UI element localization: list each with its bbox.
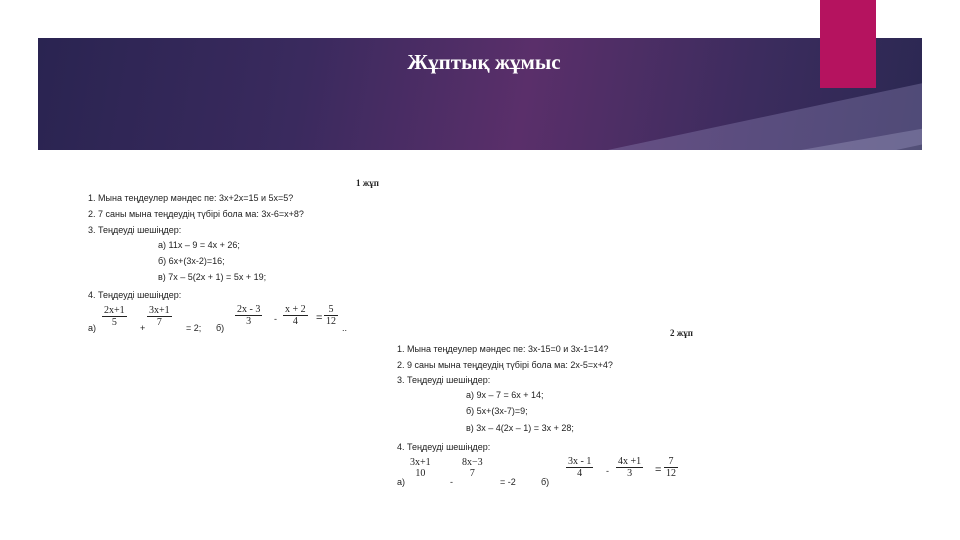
group1-q4b-equals: = xyxy=(316,312,323,324)
slide-title: Жұптық жұмыс xyxy=(407,50,561,74)
fraction-numerator: 5 xyxy=(324,304,338,316)
group1-equation-b: б) 6x+(3x-2)=16; xyxy=(158,256,225,266)
group2-q4a-label: а) xyxy=(397,477,406,487)
group2-q4b-label: б) xyxy=(541,477,550,487)
fraction-numerator: 3x - 1 xyxy=(568,456,592,467)
group2-q4a-fraction-2 xyxy=(460,457,485,479)
fraction-numerator: 2x+1 xyxy=(104,305,125,316)
group2-header: 2 жұп xyxy=(670,328,693,338)
fraction-numerator: 3x+1 xyxy=(149,305,170,316)
fraction-denominator: 12 xyxy=(326,316,336,327)
group1-question-1: 1. Мына теңдеулер мәндес пе: 3x+2x=15 и 5x=5? xyxy=(88,193,294,203)
group2-equation-b: б) 5x+(3x-7)=9; xyxy=(466,406,528,416)
group2-q4a-fraction-1 xyxy=(408,457,433,479)
fraction-denominator: 3 xyxy=(627,468,633,479)
group1-q4b-end: .. xyxy=(342,323,348,333)
fraction-denominator: 4 xyxy=(292,316,298,327)
fraction-denominator: 12 xyxy=(666,468,676,479)
group1-q4a-fraction-1 xyxy=(102,305,127,328)
group1-question-4: 4. Теңдеуді шешіңдер: xyxy=(88,290,182,300)
group1-q4b-label: б) xyxy=(216,323,225,333)
fraction-numerator: 8x−3 xyxy=(462,457,483,468)
fraction-denominator: 7 xyxy=(469,468,475,479)
fraction-numerator: 2x - 3 xyxy=(237,304,261,315)
group1-q4b-fraction-2 xyxy=(283,304,308,327)
fraction-denominator: 3 xyxy=(246,316,252,327)
group1-q4a-operator: + xyxy=(140,323,146,333)
group2-equation-a: а) 9x – 7 = 6x + 14; xyxy=(466,390,544,400)
fraction-denominator: 7 xyxy=(156,317,162,328)
fraction-numerator: 7 xyxy=(664,456,678,468)
fraction-denominator: 5 xyxy=(111,317,117,328)
group2-q4b-equals: = xyxy=(655,464,662,476)
group2-question-4: 4. Теңдеуді шешіңдер: xyxy=(397,442,491,452)
group2-q4b-fraction-2 xyxy=(616,456,643,479)
group2-equation-c: в) 3x – 4(2x – 1) = 3x + 28; xyxy=(466,423,574,433)
group2-question-3: 3. Теңдеуді шешіңдер: xyxy=(397,375,491,385)
fraction-denominator: 10 xyxy=(415,468,426,479)
group2-q4a-rhs: = -2 xyxy=(500,477,516,487)
group1-q4a-label: а) xyxy=(88,323,97,333)
group1-question-2: 2. 7 саны мына теңдеудің түбірі бола ма: 3x-6=x+8? xyxy=(88,209,304,219)
group1-q4b-fraction-3 xyxy=(324,304,338,327)
group1-q4b-operator: - xyxy=(274,314,277,324)
group2-q4b-operator: - xyxy=(606,466,609,476)
group2-q4b-fraction-1 xyxy=(566,456,593,479)
group1-q4a-fraction-2 xyxy=(147,305,172,328)
group1-equation-c: в) 7x – 5(2x + 1) = 5x + 19; xyxy=(158,272,267,282)
group1-q4a-rhs: = 2; xyxy=(186,323,202,333)
group2-question-2: 2. 9 саны мына теңдеудің түбірі бола ма: 2x-5=x+4? xyxy=(397,360,613,370)
group2-q4b-fraction-3 xyxy=(664,456,678,479)
fraction-numerator: 4x +1 xyxy=(618,456,642,467)
fraction-numerator: x + 2 xyxy=(285,304,306,315)
group1-q4b-fraction-1 xyxy=(235,304,262,327)
group1-question-3: 3. Теңдеуді шешіңдер: xyxy=(88,225,182,235)
group2-q4a-operator: - xyxy=(450,477,453,487)
group1-equation-a: а) 11x – 9 = 4x + 26; xyxy=(158,240,240,250)
group2-question-1: 1. Мына теңдеулер мәндес пе: 3x-15=0 и 3x-1=14? xyxy=(397,344,609,354)
fraction-denominator: 4 xyxy=(577,468,583,479)
fraction-numerator: 3x+1 xyxy=(410,457,431,468)
group1-header: 1 жұп xyxy=(356,178,379,188)
